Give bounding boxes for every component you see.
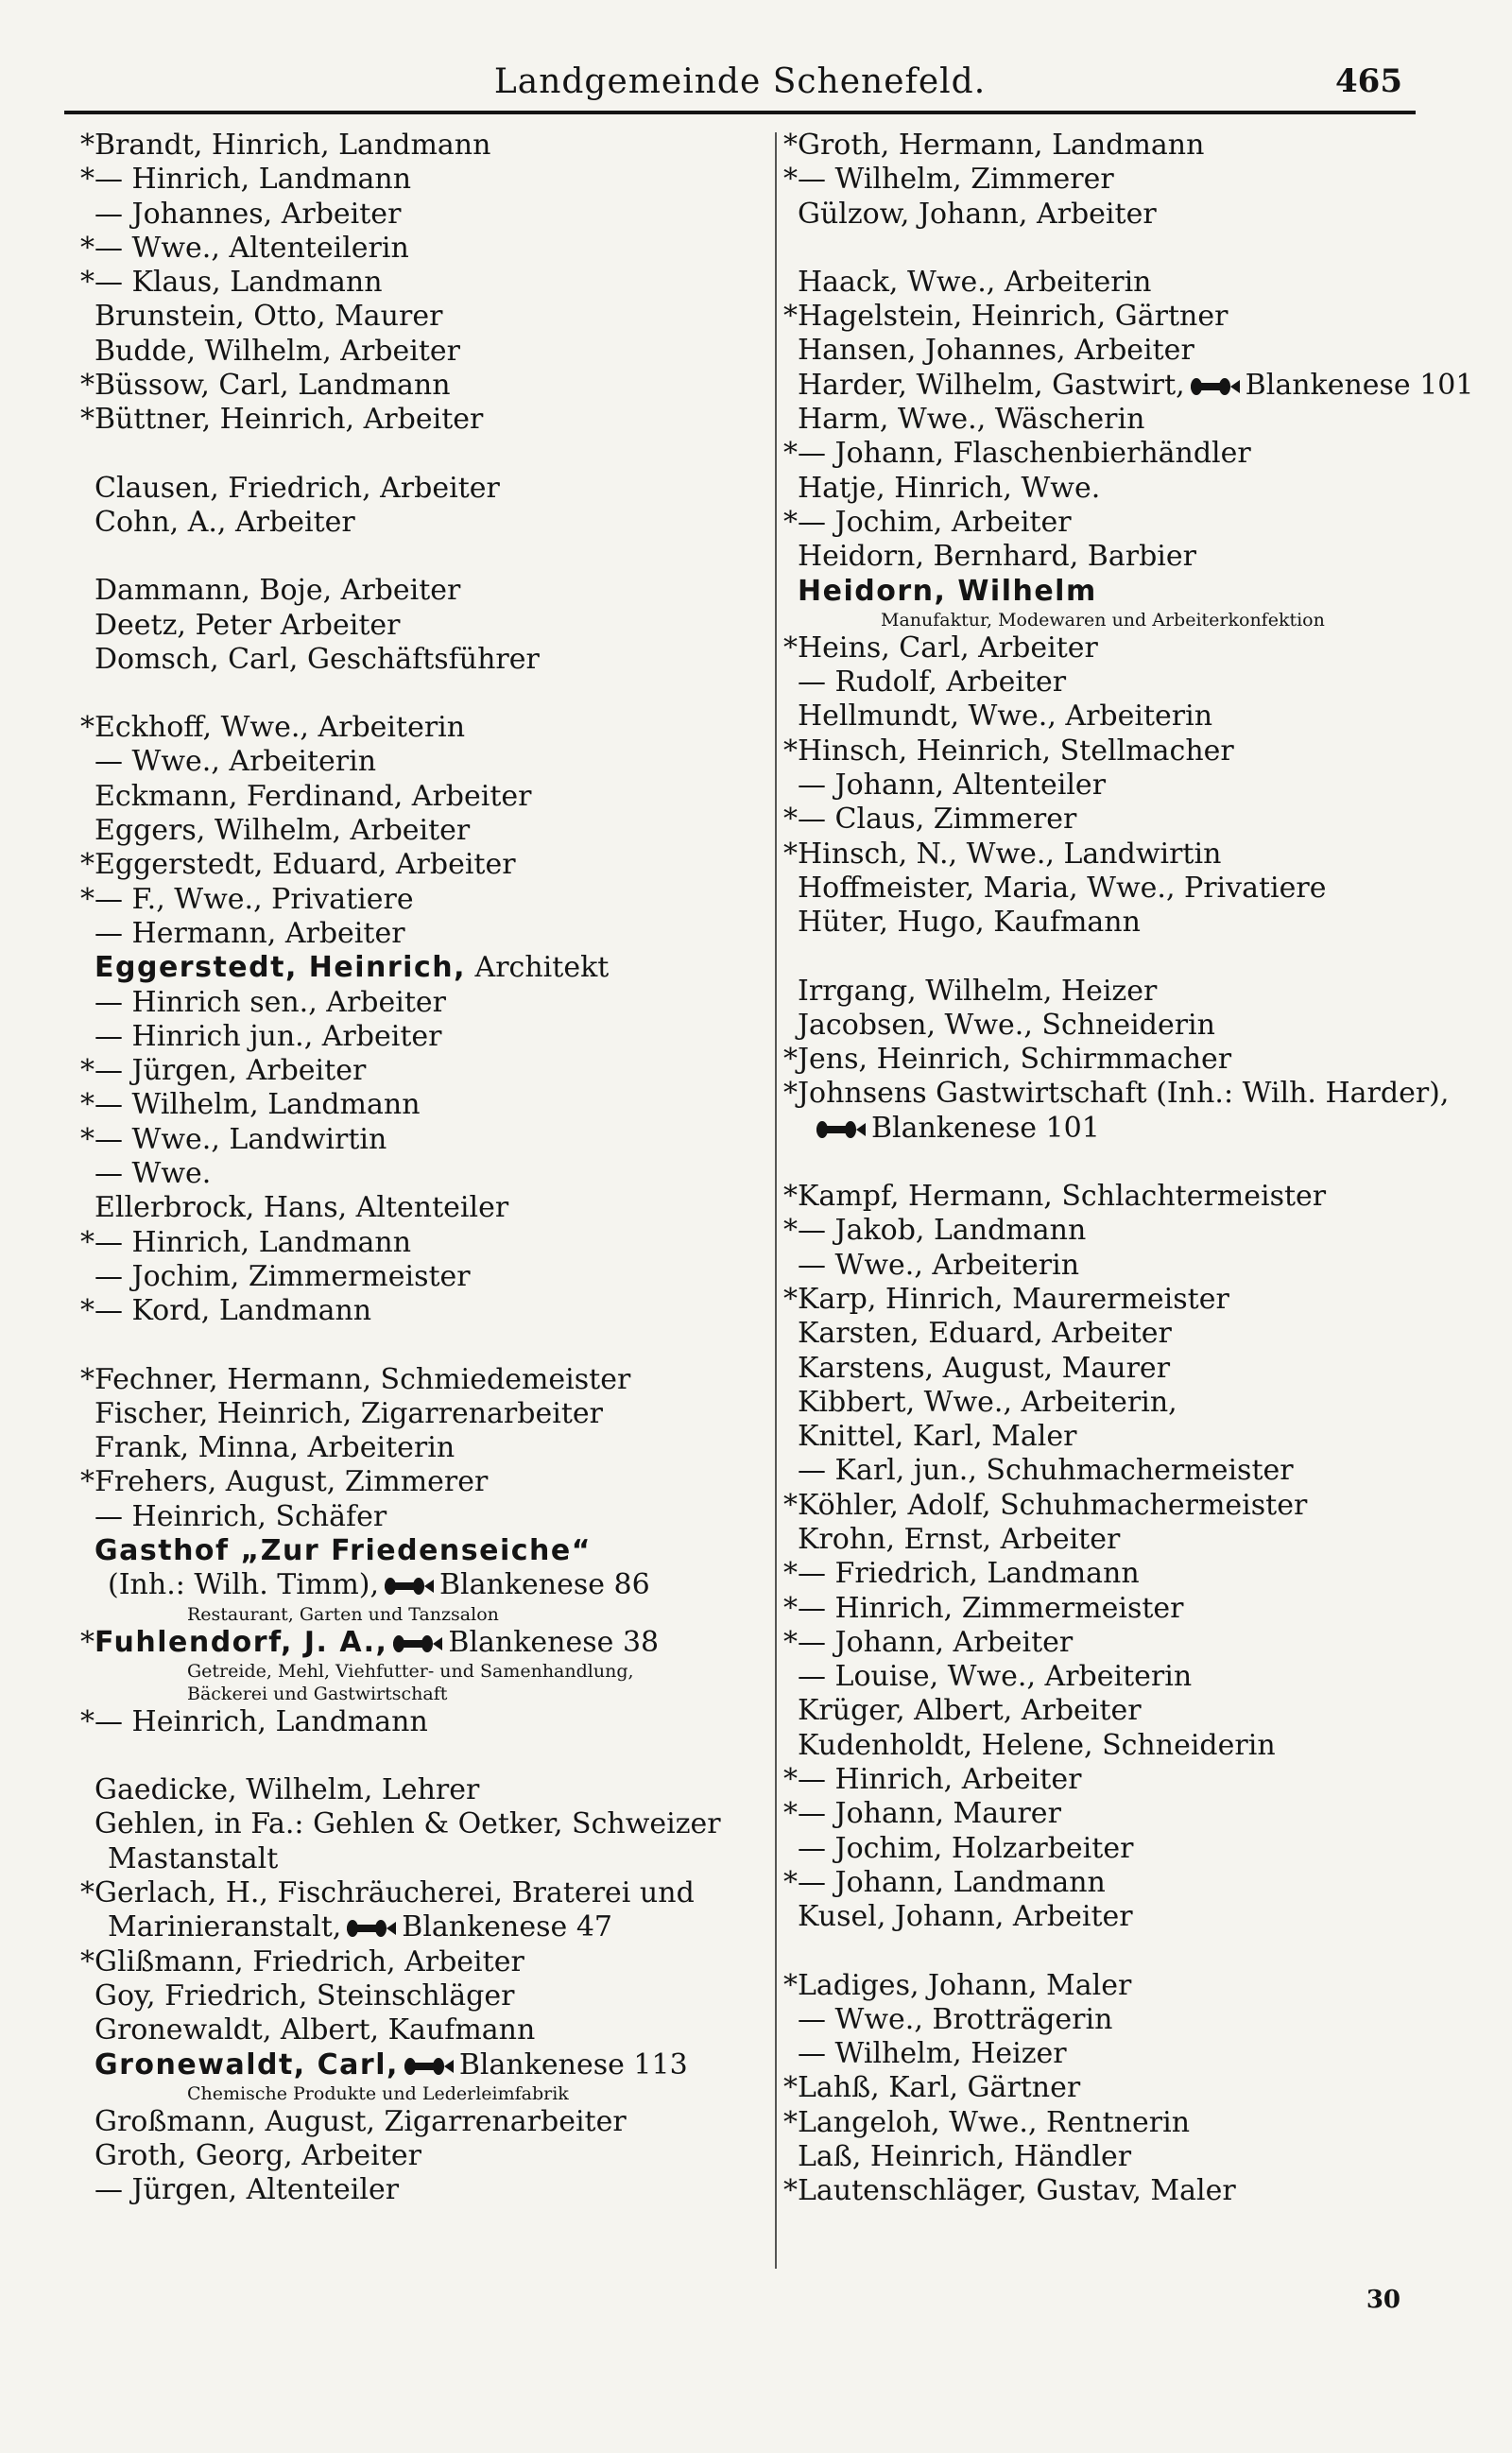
entry-text: — Rudolf, Arbeiter xyxy=(798,665,1067,700)
entry-text: Harder, Wilhelm, Gastwirt, xyxy=(798,368,1185,402)
entry-text: Brandt, Hinrich, Landmann xyxy=(94,129,491,162)
entry-text: Heidorn, Bernhard, Barbier xyxy=(798,540,1196,574)
directory-entry xyxy=(767,163,1429,197)
entry-text: Karp, Hinrich, Maurermeister xyxy=(798,1282,1229,1316)
entry-text: (Inh.: Wilh. Timm), xyxy=(108,1568,380,1602)
entry-text: — Hermann, Arbeiter xyxy=(94,916,405,950)
entry-text: — Wwe., Altenteilerin xyxy=(94,231,409,265)
entry-description: Getreide, Mehl, Viehfutter- und Samenhandlung, xyxy=(187,1660,634,1682)
directory-entry xyxy=(64,472,764,506)
entry-marker: * xyxy=(80,266,94,300)
entry-text: — Wilhelm, Heizer xyxy=(798,2037,1067,2071)
entry-text: Johnsens Gastwirtschaft (Inh.: Wilh. Harder), xyxy=(798,1077,1450,1111)
directory-entry xyxy=(767,1420,1429,1454)
directory-entry xyxy=(767,1969,1429,2003)
directory-entry xyxy=(64,369,764,403)
page-number: 465 xyxy=(1335,62,1402,100)
entry-marker: * xyxy=(80,1122,94,1156)
signature-mark: 30 xyxy=(1366,2286,1400,2314)
telephone-number: Blankenese 101 xyxy=(1245,368,1474,402)
entry-marker: * xyxy=(783,631,798,665)
telephone-number: Blankenese 47 xyxy=(402,1910,612,1944)
entry-text: Deetz, Peter Arbeiter xyxy=(94,608,401,642)
entry-text: Kampf, Hermann, Schlachtermeister xyxy=(798,1180,1327,1214)
entry-text: Fechner, Hermann, Schmiedemeister xyxy=(94,1362,631,1396)
entry-text: Hinsch, N., Wwe., Landwirtin xyxy=(798,837,1222,871)
entry-text: Großmann, August, Zigarrenarbeiter xyxy=(94,2104,627,2138)
entry-text: Gronewaldt, Albert, Kaufmann xyxy=(94,2013,536,2047)
telephone-icon xyxy=(345,1918,398,1939)
directory-entry xyxy=(767,2174,1429,2208)
directory-entry xyxy=(64,1191,764,1225)
directory-entry xyxy=(767,368,1474,403)
entry-text: — Hinrich, Zimmermeister xyxy=(798,1591,1184,1625)
directory-entry xyxy=(767,1694,1429,1728)
directory-entry xyxy=(767,1249,1429,1283)
entry-marker: * xyxy=(80,1944,94,1978)
entry-marker: * xyxy=(783,1591,798,1625)
directory-entry xyxy=(767,1626,1429,1660)
entry-text: Irrgang, Wilhelm, Heizer xyxy=(798,974,1158,1008)
entry-text: Kibbert, Wwe., Arbeiterin, xyxy=(798,1385,1177,1419)
directory-entry xyxy=(64,1020,764,1054)
directory-entry xyxy=(64,609,764,643)
entry-marker: * xyxy=(80,1465,94,1499)
directory-entry xyxy=(64,1294,764,1328)
directory-entry xyxy=(64,1876,764,1910)
entry-marker: * xyxy=(783,1180,798,1214)
entry-marker: * xyxy=(783,163,798,197)
entry-text: Eggers, Wilhelm, Arbeiter xyxy=(94,814,471,848)
directory-entry xyxy=(64,1626,764,1660)
directory-entry xyxy=(767,575,1429,609)
entry-marker: * xyxy=(783,129,798,162)
directory-entry xyxy=(767,1180,1429,1214)
entry-text: — Jürgen, Altenteiler xyxy=(94,2173,400,2207)
entry-marker: * xyxy=(80,882,94,916)
directory-entry xyxy=(767,1592,1429,1626)
telephone-number: Blankenese 38 xyxy=(448,1625,660,1659)
entry-marker: * xyxy=(783,1488,798,1522)
directory-entry xyxy=(767,198,1429,232)
entry-text: Eggerstedt, Eduard, Arbeiter xyxy=(94,848,516,882)
entry-text: — Johann, Flaschenbierhändler xyxy=(798,437,1251,471)
directory-entry xyxy=(767,1386,1429,1420)
entry-text: — Johann, Altenteiler xyxy=(798,769,1107,803)
entry-text: Hüter, Hugo, Kaufmann xyxy=(798,906,1141,940)
directory-entry xyxy=(767,838,1429,872)
entry-bold-name: Fuhlendorf, J. A., xyxy=(94,1625,388,1659)
directory-entry xyxy=(767,1043,1429,1077)
entry-description: Bäckerei und Gastwirtschaft xyxy=(187,1683,448,1704)
entry-marker: * xyxy=(783,1865,798,1899)
entry-text: Langeloh, Wwe., Rentnerin xyxy=(798,2105,1191,2139)
directory-entry xyxy=(64,2048,764,2082)
entry-text: — Klaus, Landmann xyxy=(94,266,383,300)
entry-text: — Heinrich, Schäfer xyxy=(94,1499,387,1533)
directory-entry xyxy=(64,711,764,745)
entry-bold-name: Gronewaldt, Carl, xyxy=(94,2047,399,2082)
directory-entry xyxy=(64,1363,764,1397)
page-title: Landgemeinde Schenefeld. xyxy=(493,62,987,101)
entry-marker: * xyxy=(80,1225,94,1259)
entry-marker: * xyxy=(80,1054,94,1088)
directory-entry xyxy=(64,1807,764,1841)
entry-marker: * xyxy=(80,1088,94,1122)
directory-entry xyxy=(767,700,1429,734)
directory-entry xyxy=(767,1557,1429,1591)
entry-marker: * xyxy=(80,231,94,265)
directory-entry xyxy=(767,1797,1429,1831)
entry-text: Mastanstalt xyxy=(108,1841,279,1875)
directory-entry xyxy=(767,975,1429,1009)
entry-text: — Wwe., Arbeiterin xyxy=(94,745,377,779)
entry-marker: * xyxy=(783,505,798,539)
entry-text: Knittel, Karl, Maler xyxy=(798,1420,1077,1454)
entry-text: — Johann, Maurer xyxy=(798,1797,1061,1831)
entry-text: — F., Wwe., Privatiere xyxy=(94,882,414,916)
entry-text: — Kord, Landmann xyxy=(94,1294,372,1328)
entry-text: Lautenschläger, Gustav, Maler xyxy=(798,2174,1236,2208)
entry-text: — Johannes, Arbeiter xyxy=(94,197,402,231)
telephone-icon xyxy=(403,2056,455,2077)
entry-text: — Wilhelm, Landmann xyxy=(94,1088,421,1122)
directory-entry xyxy=(64,574,764,608)
directory-entry xyxy=(767,1523,1429,1557)
directory-entry xyxy=(64,1500,764,1534)
directory-entry xyxy=(64,883,764,917)
directory-entry xyxy=(64,745,764,779)
entry-text: Dammann, Boje, Arbeiter xyxy=(94,574,461,608)
entry-marker: * xyxy=(783,734,798,768)
entry-text: Hatje, Hinrich, Wwe. xyxy=(798,471,1101,505)
entry-text: — Jochim, Arbeiter xyxy=(798,505,1072,539)
directory-entry xyxy=(64,232,764,266)
entry-text: Ellerbrock, Hans, Altenteiler xyxy=(94,1191,509,1225)
directory-entry xyxy=(64,1054,764,1088)
entry-text: Harm, Wwe., Wäscherin xyxy=(798,403,1145,437)
directory-entry xyxy=(767,803,1429,837)
directory-entry xyxy=(64,2173,764,2207)
directory-entry xyxy=(767,266,1429,300)
directory-entry xyxy=(767,872,1429,906)
entry-text: Hellmundt, Wwe., Arbeiterin xyxy=(798,700,1213,734)
entry-text: — Jakob, Landmann xyxy=(798,1214,1087,1248)
entry-marker: * xyxy=(80,1704,94,1738)
entry-text: — Wwe. xyxy=(94,1157,212,1191)
directory-entry xyxy=(64,2139,764,2173)
directory-entry xyxy=(64,1979,764,2013)
entry-text: Karstens, August, Maurer xyxy=(798,1351,1171,1385)
entry-marker: * xyxy=(783,437,798,471)
entry-text: Heins, Carl, Arbeiter xyxy=(798,631,1098,665)
entry-text: — Hinrich, Arbeiter xyxy=(798,1763,1082,1797)
directory-entry xyxy=(767,2037,1429,2071)
entry-text: — Karl, jun., Schuhmachermeister xyxy=(798,1454,1294,1488)
directory-entry xyxy=(767,1077,1450,1111)
entry-marker: * xyxy=(783,2105,798,2139)
entry-text: Architekt xyxy=(466,951,610,985)
directory-entry xyxy=(767,1660,1429,1694)
directory-entry xyxy=(767,2106,1429,2140)
entry-text: Ladiges, Johann, Maler xyxy=(798,1968,1132,2002)
entry-text: Hagelstein, Heinrich, Gärtner xyxy=(798,300,1228,334)
entry-marker: * xyxy=(80,1362,94,1396)
directory-entry xyxy=(64,2013,764,2047)
entry-text: — Hinrich sen., Arbeiter xyxy=(94,985,446,1019)
entry-text: Hoffmeister, Maria, Wwe., Privatiere xyxy=(798,871,1327,905)
entry-text: Jacobsen, Wwe., Schneiderin xyxy=(798,1008,1215,1042)
entry-text: Groth, Georg, Arbeiter xyxy=(94,2139,421,2173)
entry-marker: * xyxy=(80,1294,94,1328)
entry-marker: * xyxy=(80,848,94,882)
directory-entry xyxy=(64,1397,764,1431)
entry-text: — Hinrich, Landmann xyxy=(94,1225,412,1259)
entry-text: Gaedicke, Wilhelm, Lehrer xyxy=(94,1773,480,1807)
directory-entry xyxy=(767,769,1429,803)
entry-text: — Wwe., Landwirtin xyxy=(94,1122,387,1156)
entry-marker: * xyxy=(80,163,94,197)
directory-entry xyxy=(767,1317,1429,1351)
entry-marker: * xyxy=(783,1557,798,1591)
entry-marker: * xyxy=(80,1876,94,1910)
directory-entry xyxy=(64,848,764,882)
telephone-icon xyxy=(815,1119,868,1140)
directory-entry xyxy=(767,129,1429,163)
telephone-icon xyxy=(391,1633,444,1654)
directory-entry xyxy=(767,334,1429,368)
entry-marker: * xyxy=(783,1625,798,1659)
directory-entry xyxy=(767,540,1429,574)
directory-entry xyxy=(767,2071,1429,2105)
directory-entry xyxy=(767,472,1429,506)
directory-entry xyxy=(64,917,764,951)
directory-entry xyxy=(767,437,1429,471)
entry-marker: * xyxy=(783,1797,798,1831)
entry-text: — Jürgen, Arbeiter xyxy=(94,1054,367,1088)
directory-entry xyxy=(767,1900,1429,1934)
entry-marker: * xyxy=(783,300,798,334)
entry-text: — Wilhelm, Zimmerer xyxy=(798,163,1114,197)
directory-entry xyxy=(767,403,1429,437)
directory-entry xyxy=(64,129,764,163)
directory-entry xyxy=(767,1009,1429,1043)
entry-text: Krohn, Ernst, Arbeiter xyxy=(798,1522,1121,1556)
entry-marker: * xyxy=(783,837,798,871)
directory-entry xyxy=(767,1283,1429,1317)
entry-bold-name: Eggerstedt, Heinrich, xyxy=(94,951,466,985)
entry-description: Manufaktur, Modewaren und Arbeiterkonfektion xyxy=(881,609,1325,631)
page-header xyxy=(64,62,1416,112)
entry-text: — Claus, Zimmerer xyxy=(798,803,1077,837)
entry-text: Marinieranstalt, xyxy=(108,1910,342,1944)
directory-entry xyxy=(64,1226,764,1260)
entry-marker: * xyxy=(783,1282,798,1316)
directory-entry xyxy=(767,734,1429,769)
directory-entry xyxy=(767,1489,1429,1523)
telephone-icon xyxy=(383,1576,436,1597)
entry-marker: * xyxy=(80,711,94,745)
entry-text: Gülzow, Johann, Arbeiter xyxy=(798,197,1157,231)
entry-text: Lahß, Karl, Gärtner xyxy=(798,2071,1081,2105)
entry-text: Domsch, Carl, Geschäftsführer xyxy=(94,642,540,676)
directory-entry xyxy=(64,986,764,1020)
telephone-number: Blankenese 86 xyxy=(439,1568,650,1602)
entry-text: — Johann, Landmann xyxy=(798,1865,1106,1899)
entry-marker: * xyxy=(783,1043,798,1077)
entry-text: — Jochim, Holzarbeiter xyxy=(798,1831,1134,1865)
directory-entry xyxy=(64,1842,764,1876)
entry-marker: * xyxy=(783,2071,798,2105)
directory-entry xyxy=(767,506,1429,540)
entry-text: Brunstein, Otto, Maurer xyxy=(94,300,443,334)
header-rule xyxy=(64,111,1416,114)
entry-text: — Wwe., Arbeiterin xyxy=(798,1248,1080,1282)
entry-text: — Heinrich, Landmann xyxy=(94,1704,428,1738)
entry-text: — Louise, Wwe., Arbeiterin xyxy=(798,1660,1193,1694)
entry-text: Glißmann, Friedrich, Arbeiter xyxy=(94,1944,524,1978)
entry-text: Cohn, A., Arbeiter xyxy=(94,505,355,539)
entry-marker: * xyxy=(783,1077,798,1111)
directory-entry xyxy=(64,1431,764,1465)
directory-entry xyxy=(767,1763,1429,1797)
entry-marker: * xyxy=(783,2174,798,2208)
entry-marker: * xyxy=(80,369,94,403)
entry-text: — Hinrich, Landmann xyxy=(94,163,412,197)
entry-text: Büssow, Carl, Landmann xyxy=(94,369,451,403)
directory-entry xyxy=(64,1945,764,1979)
directory-entry xyxy=(64,403,764,437)
directory-entry xyxy=(64,1088,764,1122)
entry-text: Hinsch, Heinrich, Stellmacher xyxy=(798,734,1234,768)
entry-text: Karsten, Eduard, Arbeiter xyxy=(798,1317,1172,1351)
directory-entry xyxy=(64,643,764,677)
entry-text: Goy, Friedrich, Steinschläger xyxy=(94,1978,515,2012)
directory-entry xyxy=(767,1454,1429,1488)
entry-text: Kusel, Johann, Arbeiter xyxy=(798,1900,1133,1934)
entry-text: Haack, Wwe., Arbeiterin xyxy=(798,265,1152,299)
entry-description: Restaurant, Garten und Tanzsalon xyxy=(187,1603,499,1625)
directory-entry xyxy=(767,2140,1429,2174)
entry-text: Clausen, Friedrich, Arbeiter xyxy=(94,471,500,505)
directory-entry xyxy=(64,1534,764,1568)
entry-marker: * xyxy=(783,803,798,837)
directory-entry xyxy=(64,1910,764,1944)
directory-entry xyxy=(64,198,764,232)
directory-entry xyxy=(64,335,764,369)
directory-entry xyxy=(64,1773,764,1807)
entry-bold-name: Heidorn, Wilhelm xyxy=(798,574,1097,608)
entry-text: Hansen, Johannes, Arbeiter xyxy=(798,334,1194,368)
directory-entry xyxy=(767,1214,1429,1248)
entry-marker: * xyxy=(783,1968,798,2002)
directory-entry xyxy=(64,1465,764,1499)
directory-entry xyxy=(64,951,764,985)
entry-marker: * xyxy=(783,1763,798,1797)
telephone-icon xyxy=(1189,376,1242,397)
directory-entry xyxy=(767,1352,1429,1386)
entry-bold-name: Gasthof „Zur Friedenseiche“ xyxy=(94,1533,592,1567)
entry-text: — Johann, Arbeiter xyxy=(798,1625,1074,1659)
entry-text: Groth, Hermann, Landmann xyxy=(798,129,1205,162)
entry-text: Frank, Minna, Arbeiterin xyxy=(94,1431,455,1465)
entry-text: Jens, Heinrich, Schirmmacher xyxy=(798,1043,1232,1077)
entry-text: Budde, Wilhelm, Arbeiter xyxy=(94,334,460,368)
directory-entry xyxy=(767,1729,1429,1763)
entry-text: Frehers, August, Zimmerer xyxy=(94,1465,489,1499)
directory-entry xyxy=(64,2105,764,2139)
entry-text: Krüger, Albert, Arbeiter xyxy=(798,1694,1142,1728)
directory-entry xyxy=(64,300,764,334)
entry-text: — Hinrich jun., Arbeiter xyxy=(94,1019,442,1053)
directory-entry xyxy=(767,300,1429,334)
directory-entry xyxy=(767,1832,1429,1866)
directory-entry xyxy=(767,1112,1429,1146)
entry-text: Köhler, Adolf, Schuhmachermeister xyxy=(798,1488,1308,1522)
entry-text: Gerlach, H., Fischräucherei, Braterei und xyxy=(94,1876,695,1910)
directory-entry xyxy=(767,631,1429,665)
entry-text: Eckhoff, Wwe., Arbeiterin xyxy=(94,711,466,745)
directory-entry xyxy=(64,506,764,540)
entry-text: — Jochim, Zimmermeister xyxy=(94,1259,471,1293)
entry-text: Eckmann, Ferdinand, Arbeiter xyxy=(94,779,532,813)
entry-marker: * xyxy=(783,1214,798,1248)
entry-description: Chemische Produkte und Lederleimfabrik xyxy=(187,2082,569,2104)
directory-entry xyxy=(64,1705,764,1739)
entry-text: Fischer, Heinrich, Zigarrenarbeiter xyxy=(94,1396,603,1430)
entry-marker: * xyxy=(80,1625,94,1659)
directory-entry xyxy=(64,814,764,848)
entry-text: Laß, Heinrich, Händler xyxy=(798,2140,1132,2174)
directory-entry xyxy=(64,266,764,300)
entry-text: Gehlen, in Fa.: Gehlen & Oetker, Schweizer xyxy=(94,1807,721,1841)
entry-text: Kudenholdt, Helene, Schneiderin xyxy=(798,1728,1276,1762)
directory-entry xyxy=(64,1260,764,1294)
telephone-number: Blankenese 101 xyxy=(871,1111,1100,1145)
entry-marker: * xyxy=(80,403,94,437)
directory-entry xyxy=(64,1568,764,1602)
entry-text: Büttner, Heinrich, Arbeiter xyxy=(94,403,484,437)
entry-text: — Wwe., Brotträgerin xyxy=(798,2002,1113,2036)
telephone-number: Blankenese 113 xyxy=(458,2047,688,2082)
entry-text: — Friedrich, Landmann xyxy=(798,1557,1140,1591)
directory-entry xyxy=(767,2003,1429,2037)
directory-entry xyxy=(767,1866,1429,1900)
directory-entry xyxy=(767,906,1429,940)
directory-entry xyxy=(64,1157,764,1191)
directory-entry xyxy=(64,1123,764,1157)
directory-entry xyxy=(64,780,764,814)
entry-marker: * xyxy=(80,129,94,162)
directory-entry xyxy=(64,163,764,197)
right-column xyxy=(767,129,1474,2209)
directory-entry xyxy=(767,665,1429,700)
left-column xyxy=(64,129,764,2208)
